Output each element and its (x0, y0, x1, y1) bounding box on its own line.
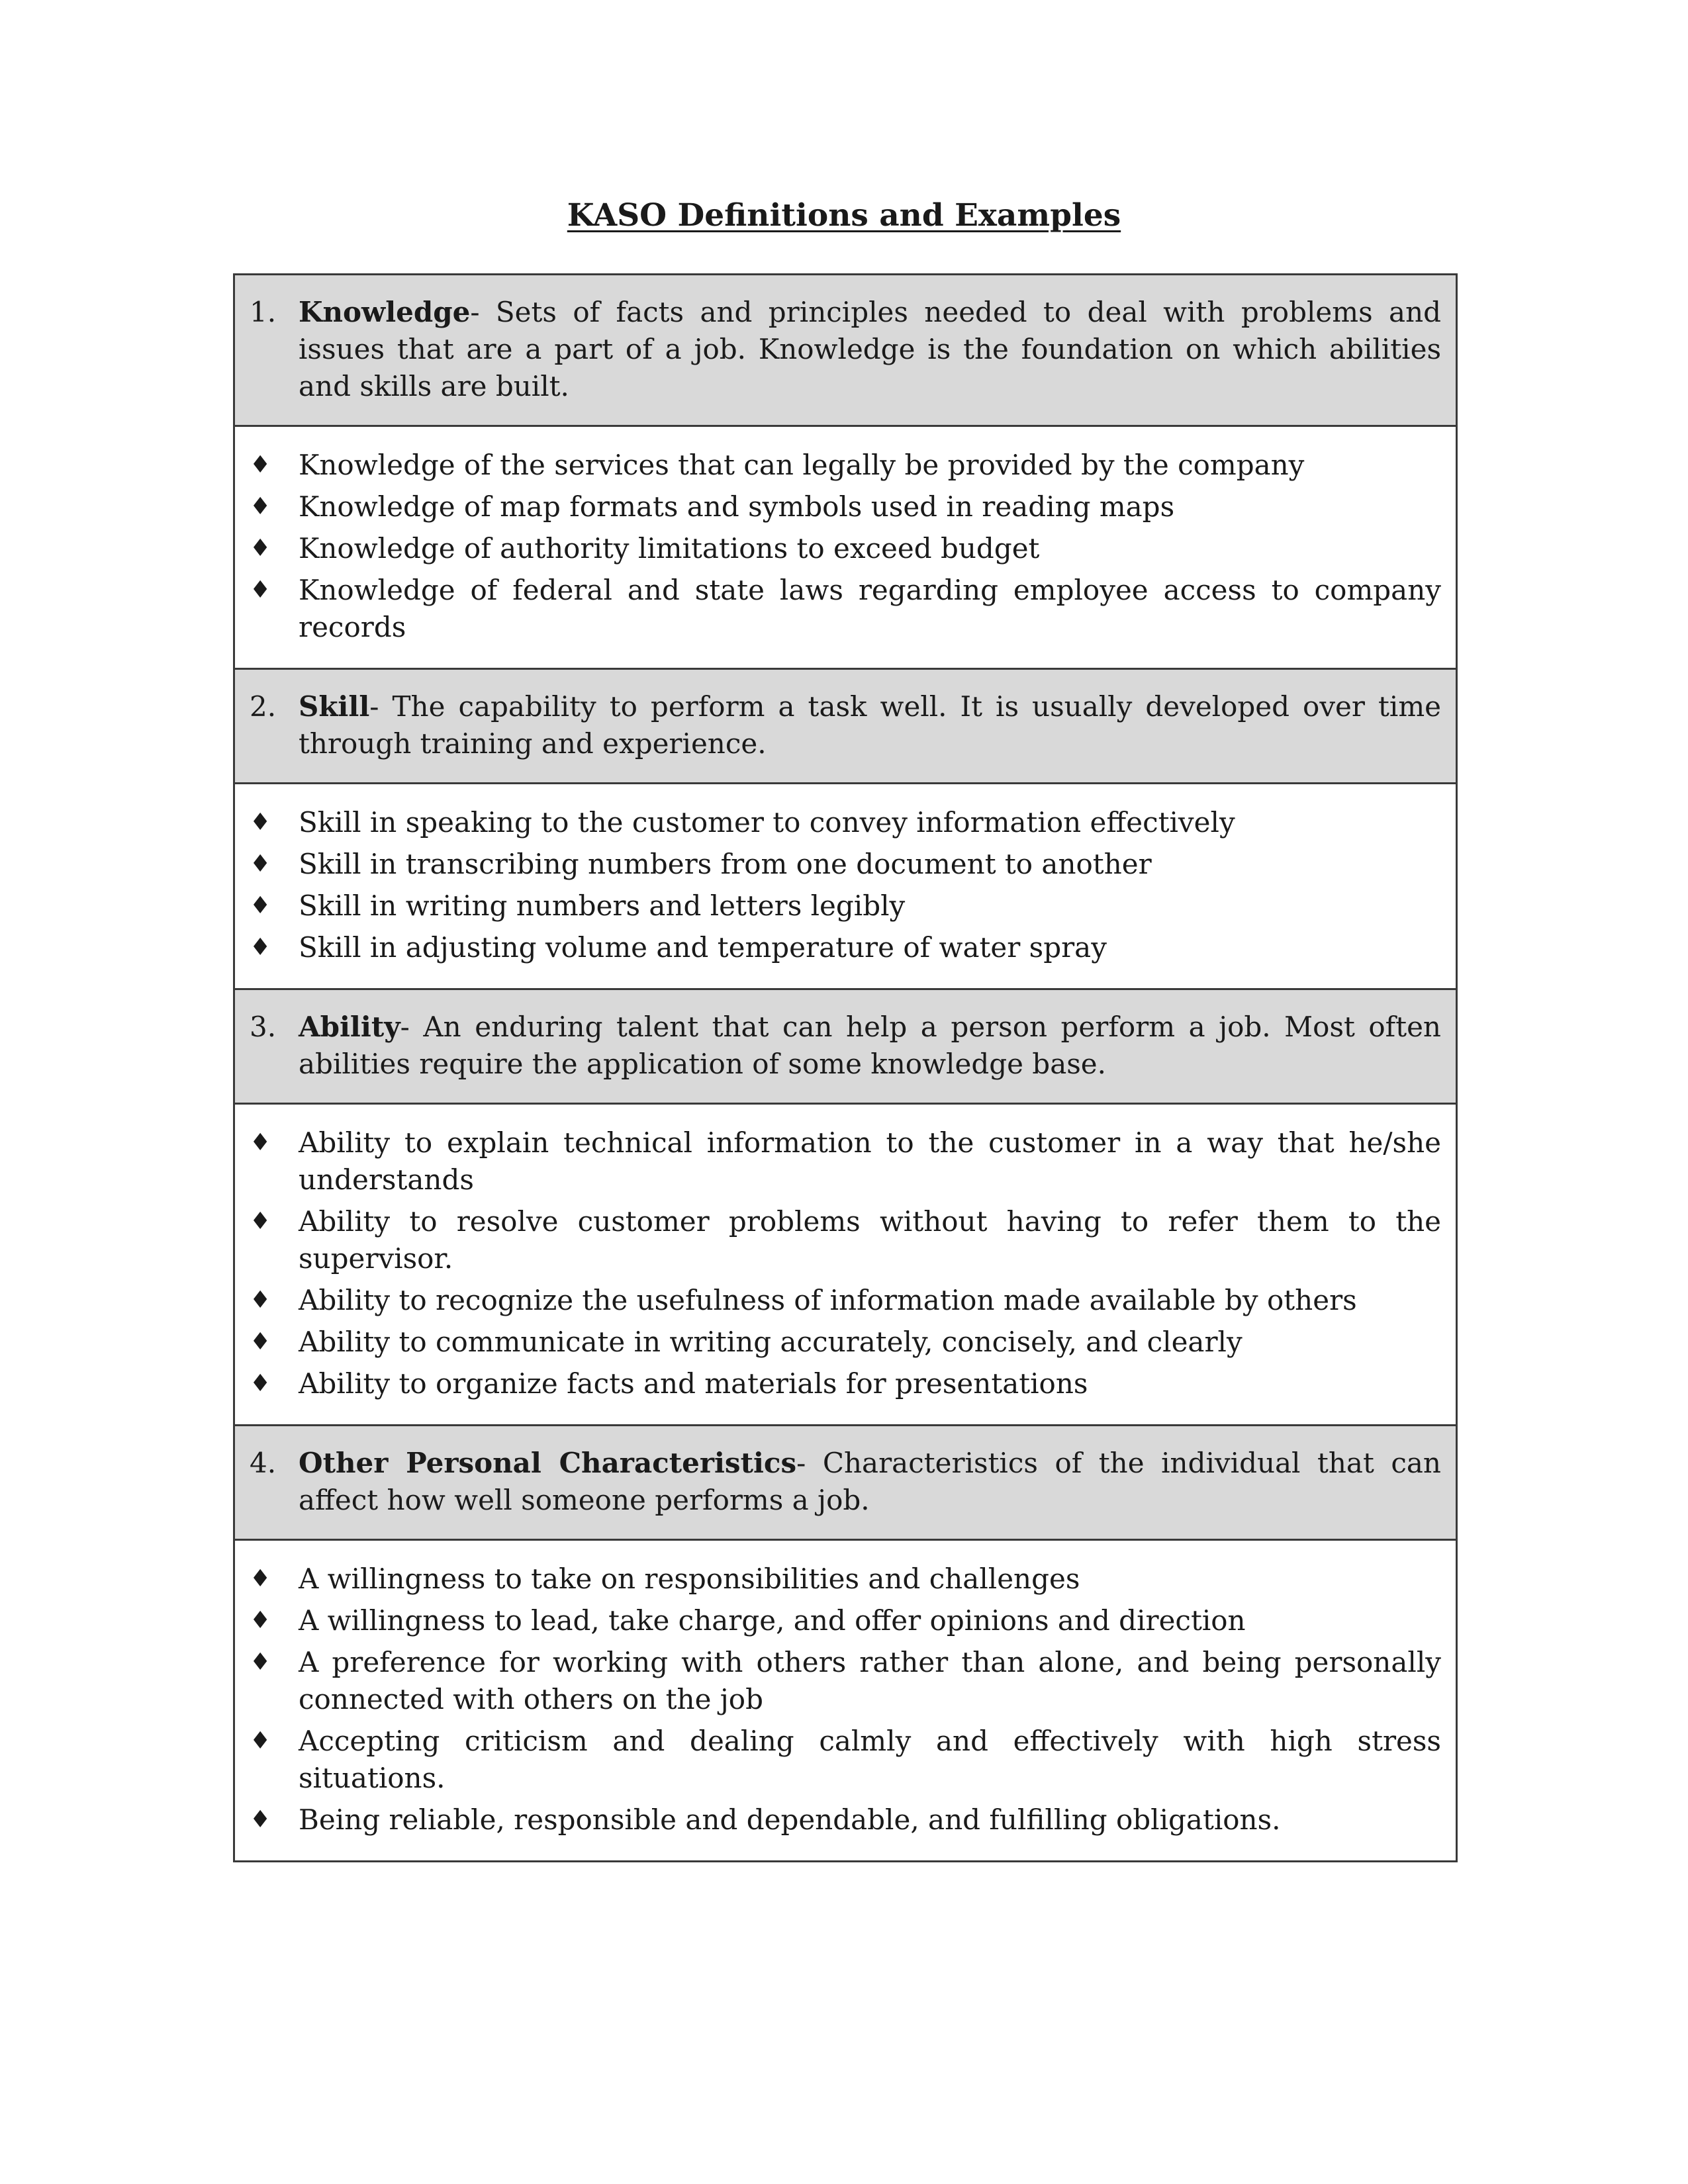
list-item (250, 846, 1441, 883)
list-item (250, 1723, 1441, 1797)
diamond-bullet-icon: ♦ (250, 1129, 271, 1156)
diamond-bullet-icon: ♦ (250, 934, 271, 961)
definition-text (299, 688, 1441, 762)
section-number: 2. (250, 690, 277, 723)
section-number: 4. (250, 1447, 277, 1479)
list-item (250, 1602, 1441, 1639)
example-text: Skill in adjusting volume and temperature of water spray (299, 931, 1107, 964)
section-knowledge (235, 275, 1456, 668)
term-label: Knowledge (299, 296, 471, 328)
definition-row (235, 990, 1456, 1103)
diamond-bullet-icon: ♦ (250, 809, 271, 836)
example-text: Skill in writing numbers and letters legibly (299, 889, 906, 922)
example-text: Knowledge of map formats and symbols used in reading maps (299, 490, 1175, 523)
definition-row (235, 1426, 1456, 1539)
section-skill (235, 668, 1456, 988)
example-text: Skill in speaking to the customer to convey information effectively (299, 806, 1235, 839)
examples-row (235, 425, 1456, 668)
list-item (250, 1644, 1441, 1718)
term-label: Skill (299, 690, 370, 723)
definition-row (235, 275, 1456, 425)
section-number: 1. (250, 296, 277, 328)
examples-list (250, 1124, 1441, 1402)
example-text: Accepting criticism and dealing calmly and effectively with high stress situations. (299, 1725, 1441, 1794)
diamond-bullet-icon: ♦ (250, 535, 271, 562)
example-text: Ability to recognize the usefulness of information made available by others (299, 1284, 1357, 1316)
kaso-table (233, 273, 1458, 1862)
list-item (250, 1203, 1441, 1277)
section-ability (235, 988, 1456, 1424)
list-item (250, 1365, 1441, 1402)
example-text: Knowledge of the services that can legally be provided by the company (299, 449, 1305, 481)
diamond-bullet-icon: ♦ (250, 1370, 271, 1397)
diamond-bullet-icon: ♦ (250, 1649, 271, 1676)
diamond-bullet-icon: ♦ (250, 1607, 271, 1634)
examples-list (250, 804, 1441, 966)
list-item (250, 447, 1441, 484)
example-text: Skill in transcribing numbers from one document to another (299, 848, 1152, 880)
example-text: A willingness to lead, take charge, and offer opinions and direction (299, 1604, 1246, 1637)
examples-list (250, 1561, 1441, 1839)
section-number: 3. (250, 1011, 277, 1043)
section-other-personal-characteristics (235, 1424, 1456, 1860)
diamond-bullet-icon: ♦ (250, 576, 271, 604)
definition-body: - Characteristics of the individual that can affect how well someone performs a job. (299, 1447, 1441, 1516)
examples-list (250, 447, 1441, 646)
definition-body: - Sets of facts and principles needed to deal with problems and issues that are a part of a job. Knowledge is the foundation on which abilities and skills are built. (299, 296, 1441, 402)
definition-row (235, 670, 1456, 782)
example-text: A willingness to take on responsibilities and challenges (299, 1563, 1080, 1595)
examples-row (235, 782, 1456, 988)
list-item (250, 929, 1441, 966)
list-item (250, 1282, 1441, 1319)
list-item (250, 1324, 1441, 1361)
example-text: Ability to explain technical information to the customer in a way that he/she understands (299, 1126, 1441, 1196)
definition-text (299, 1445, 1441, 1519)
term-label: Ability (299, 1011, 400, 1043)
diamond-bullet-icon: ♦ (250, 1727, 271, 1754)
definition-body: - The capability to perform a task well. It is usually developed over time through training and experience. (299, 690, 1441, 760)
list-item (250, 572, 1441, 646)
diamond-bullet-icon: ♦ (250, 1806, 271, 1833)
examples-row (235, 1103, 1456, 1424)
example-text: Ability to communicate in writing accurately, concisely, and clearly (299, 1326, 1243, 1358)
list-item (250, 887, 1441, 925)
example-text: Knowledge of federal and state laws regarding employee access to company records (299, 574, 1441, 643)
list-item (250, 804, 1441, 841)
definition-text (299, 1009, 1441, 1083)
diamond-bullet-icon: ♦ (250, 1565, 271, 1592)
diamond-bullet-icon: ♦ (250, 892, 271, 919)
example-text: Ability to resolve customer problems without having to refer them to the supervisor. (299, 1205, 1441, 1275)
diamond-bullet-icon: ♦ (250, 850, 271, 878)
list-item (250, 1124, 1441, 1199)
diamond-bullet-icon: ♦ (250, 1287, 271, 1314)
term-label: Other Personal Characteristics (299, 1447, 797, 1479)
definition-body: - An enduring talent that can help a person perform a job. Most often abilities require the application of some knowledge base. (299, 1011, 1441, 1080)
diamond-bullet-icon: ♦ (250, 493, 271, 520)
diamond-bullet-icon: ♦ (250, 1328, 271, 1355)
example-text: Being reliable, responsible and dependable, and fulfilling obligations. (299, 1803, 1281, 1836)
list-item (250, 1561, 1441, 1598)
diamond-bullet-icon: ♦ (250, 451, 271, 478)
example-text: A preference for working with others rather than alone, and being personally connected with others on the job (299, 1646, 1441, 1715)
definition-text (299, 294, 1441, 405)
example-text: Knowledge of authority limitations to exceed budget (299, 532, 1040, 565)
list-item (250, 1801, 1441, 1839)
list-item (250, 530, 1441, 567)
list-item (250, 488, 1441, 525)
example-text: Ability to organize facts and materials for presentations (299, 1367, 1088, 1400)
diamond-bullet-icon: ♦ (250, 1208, 271, 1235)
page-title: KASO Definitions and Examples (567, 197, 1121, 234)
examples-row (235, 1539, 1456, 1860)
